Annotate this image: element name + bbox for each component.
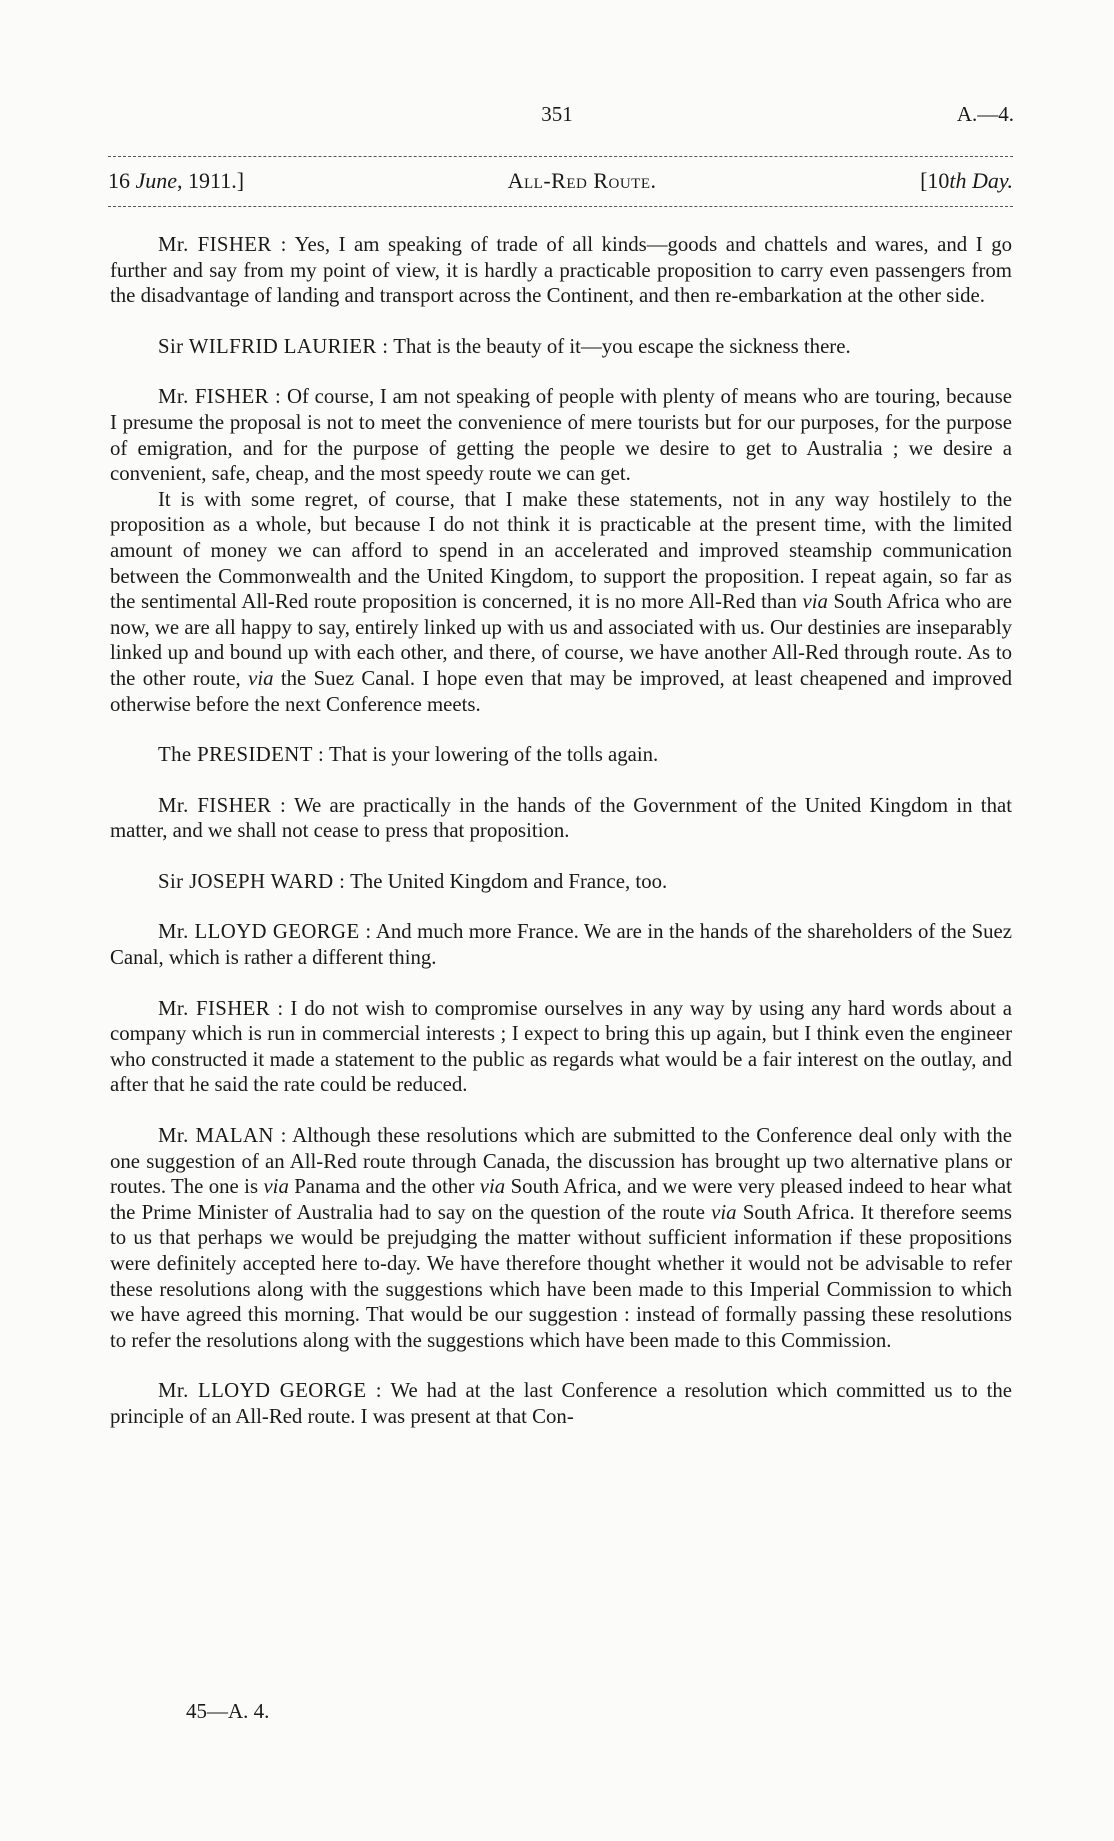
- speech-text: We had at the last Conference a resolution which committed us to the principle of an All-Red route. I was present at that Con-: [110, 1379, 1012, 1428]
- speech-text: I do not wish to compromise ourselves in any way by using any hard words about a company which is run in commercial interests ; I expect to bring this up again, but I think even the engineer who constructed it made a statement to the public as regards what would be a fair interest on the outlay, and after that he said the rate could be reduced.: [110, 996, 1012, 1097]
- page-number: 351: [541, 102, 573, 126]
- header-rule-top: [108, 156, 1013, 157]
- speech-text: Yes, I am speaking of trade of all kinds—goods and chattels and wares, and I go further and say from my point of view, it is hardly a practicable proposition to carry even passengers from the disadvantage of landing and transport across the Continent, and then re-embarkation at the other side.: [110, 233, 1012, 308]
- speech-fisher-4: [110, 996, 1012, 1098]
- speaker-name: Sir WILFRID LAURIER :: [158, 334, 389, 358]
- speaker-name: Mr. MALAN :: [158, 1124, 287, 1148]
- session-day: [10th Day.: [920, 168, 1013, 193]
- speaker-name: Sir JOSEPH WARD :: [158, 869, 346, 893]
- speech-text: We are practically in the hands of the Government of the United Kingdom in that matter, and we shall not cease to press that proposition.: [110, 793, 1012, 843]
- speech-laurier: [110, 334, 1012, 360]
- speech-text: Of course, I am not speaking of people with plenty of means who are touring, because I presume the proposal is not to meet the convenience of mere tourists but for our purposes, for the purpose of emigration, and for the purpose of getting the people we desire to get to Australia ; we desire a convenient, safe, cheap, and the most speedy route we can get.: [110, 385, 1012, 486]
- document-reference: A.—4.: [956, 102, 1014, 126]
- session-date: 16 June, 1911.]: [108, 168, 245, 193]
- running-title: All-Red Route.: [507, 168, 657, 193]
- speaker-name: Mr. LLOYD GEORGE :: [158, 1379, 382, 1403]
- printer-signature: 45—A. 4.: [186, 1699, 270, 1723]
- header-rule-bottom: [108, 206, 1013, 207]
- speaker-name: Mr. FISHER :: [158, 793, 287, 817]
- speech-president: [110, 742, 1012, 768]
- speaker-name: Mr. LLOYD GEORGE :: [158, 920, 372, 944]
- speech-lloyd-george-1: [110, 919, 1012, 970]
- speech-text: That is the beauty of it—you escape the sickness there.: [388, 334, 851, 358]
- speaker-name: The PRESIDENT :: [158, 743, 325, 767]
- speech-fisher-2: [110, 384, 1012, 486]
- speech-fisher-1: [110, 232, 1012, 309]
- speech-lloyd-george-2: [110, 1378, 1012, 1429]
- speech-malan: Mr. MALAN : Although these resolutions which are submitted to the Conference deal only with the one suggestion of an All-Red route through Canada, the discussion has brought up two alternative plans or routes. The one is via Panama and the other via South Africa, and we were very pleased indeed to hear what the Prime Minister of Australia had to say on the question of the route via South Africa. It therefore seems to us that perhaps we would be prejudging the matter without sufficient information if these propositions were definitely accepted here to-day. We have therefore thought whether it would not be advisable to refer these resolutions along with the suggestions which have been made to this Imperial Commission to which we have agreed this morning. That would be our suggestion : instead of formally passing these resolutions to refer the resolutions along with the suggestions which have been made to this Commission.: [110, 1124, 1012, 1352]
- transcript-body: [110, 232, 1012, 1455]
- running-head: [108, 168, 1013, 194]
- speech-text: And much more France. We are in the hands of the shareholders of the Suez Canal, which is rather a different thing.: [110, 920, 1013, 970]
- speech-fisher-2-continued: It is with some regret, of course, that I make these statements, not in any way hostilely to the proposition as a whole, but because I do not think it is practicable at the present time, with the limited amount of money we can afford to spend in an accelerated and improved steamship communication between the Commonwealth and the United Kingdom, to support the proposition. I repeat again, so far as the sentimental All-Red route proposition is concerned, it is no more All-Red than via South Africa who are now, we are all happy to say, entirely linked up with us and associated with us. Our destinies are inseparably linked up and bound up with each other, and there, of course, we have another All-Red through route. As to the other route, via the Suez Canal. I hope even that may be improved, at least cheapened and improved otherwise before the next Conference meets.: [110, 487, 1012, 716]
- speech-text: The United Kingdom and France, too.: [345, 869, 668, 893]
- speech-text: That is your lowering of the tolls again.: [324, 743, 659, 767]
- speaker-name: Mr. FISHER :: [158, 996, 284, 1020]
- speech-fisher-3: [110, 793, 1012, 844]
- date-month: June: [135, 168, 178, 193]
- speaker-name: Mr. FISHER :: [158, 385, 282, 409]
- speaker-name: Mr. FISHER :: [158, 233, 287, 256]
- speech-ward: [110, 869, 1012, 895]
